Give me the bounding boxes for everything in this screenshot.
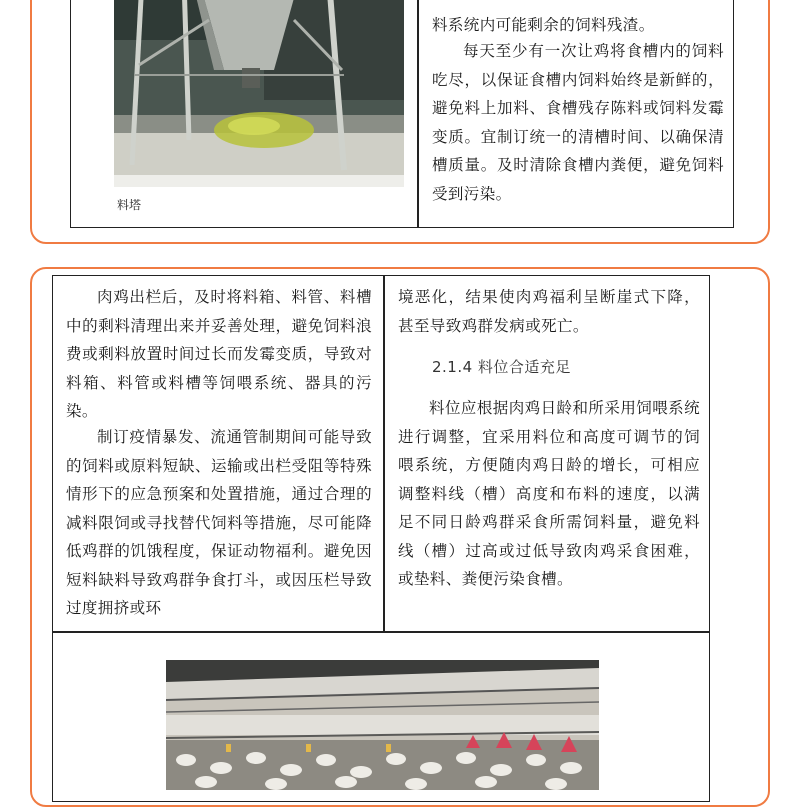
photo-caption: 料塔 <box>117 198 142 212</box>
feed-tower-photo <box>114 0 404 187</box>
broiler-house-photo <box>166 660 599 790</box>
right-paragraph-continuation: 境恶化，结果使肉鸡福利呈断崖式下降，甚至导致鸡群发病或死亡。 <box>398 288 700 335</box>
left-paragraph-2: 制订疫情暴发、流通管制期间可能导致的饲料或原料短缺、运输或出栏受阻等特殊情形下的应急预案和处置措施，通过合理的减料限饲或寻找替代饲料等措施，尽可能降低鸡群的饥饿程度，保证动物福利。避免因短料缺料导致鸡群争食打斗，或因压栏导致过度拥挤或环 <box>66 428 372 617</box>
top-paragraph: 每天至少有一次让鸡将食槽内的饲料吃尽，以保证食槽内饲料始终是新鲜的，避免料上加料、食槽残存陈料或饲料发霉变质。宜制订统一的清槽时间、以确保清槽质量。及时清除食槽内粪便，避免饲料受到污染。 <box>432 42 724 203</box>
section-heading: 2.1.4 料位合适充足 <box>432 358 571 376</box>
top-paragraph-continuation: 料系统内可能剩余的饲料残渣。 <box>432 16 655 34</box>
left-paragraph-1: 肉鸡出栏后，及时将料箱、料管、料槽中的剩料清理出来并妥善处理，避免饲料浪费或剩料放置时间过长而发霉变质，导致对料箱、料管或料槽等饲喂系统、器具的污染。 <box>66 288 372 420</box>
right-paragraph: 料位应根据肉鸡日龄和所采用饲喂系统进行调整，宜采用料位和高度可调节的饲喂系统，方便随肉鸡日龄的增长，可相应调整料线（槽）高度和布料的速度，以满足不同日龄鸡群采食所需饲料量，避免料线（槽）过高或过低导致肉鸡采食困难，或垫料、粪便污染食槽。 <box>398 399 700 588</box>
